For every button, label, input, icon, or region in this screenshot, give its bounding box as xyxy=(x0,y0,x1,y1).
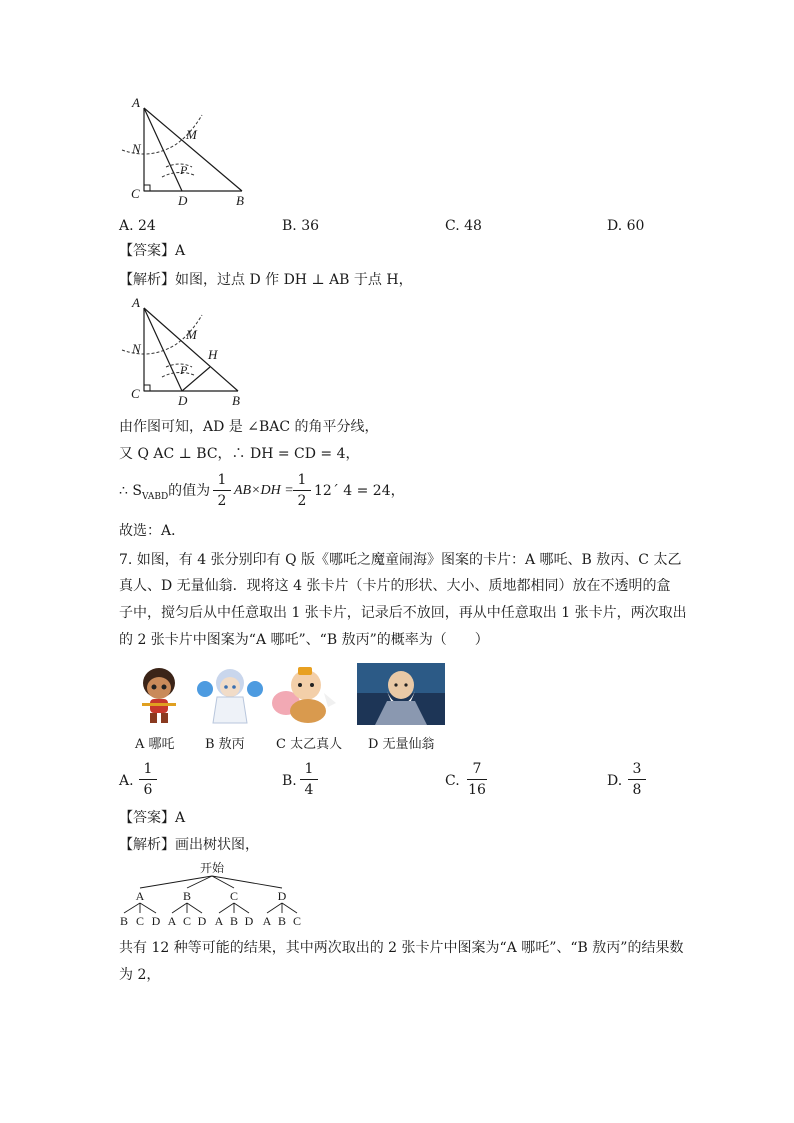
tree-leaf: D xyxy=(151,914,161,928)
q7-line-4: 的 2 张卡片中图案为“A 哪吒”、“B 敖丙”的概率为（ ） xyxy=(119,632,489,648)
q7-line-1: 7. 如图，有 4 张分别印有 Q 版《哪吒之魔童闹海》图案的卡片：A 哪吒、B 敖丙、C 太乙 xyxy=(119,552,682,568)
fraction-half-2 xyxy=(291,471,313,510)
card-image-taiyi xyxy=(266,663,340,725)
label-M: M xyxy=(186,327,197,342)
tree-leaf: C xyxy=(135,914,145,928)
q6-expr-1: AB×DH = xyxy=(234,483,294,498)
q6-option-a: A. 24 xyxy=(119,218,156,234)
q6-line-2: 又 Q AC ⊥ BC，∴ DH = CD = 4， xyxy=(119,446,360,462)
geometry-figure-2 xyxy=(110,295,270,410)
label-P: P xyxy=(180,363,188,377)
tree-leaf: C xyxy=(182,914,192,928)
q7-option-a: A. xyxy=(119,773,134,789)
q7-result-2: 为 2， xyxy=(119,967,161,983)
area-symbol: ∴ S xyxy=(119,483,142,499)
label-A: A xyxy=(132,295,140,310)
fraction-numerator: 1 xyxy=(217,472,227,488)
q6-option-b: B. 36 xyxy=(282,218,320,234)
tree-leaf: A xyxy=(262,914,272,928)
tree-diagram xyxy=(112,858,312,930)
label-N: N xyxy=(132,141,141,156)
q7-option-a-fraction xyxy=(137,760,159,799)
area-subscript: VABD xyxy=(141,491,169,502)
q7-line-3: 子中，搅匀后从中任意取出 1 张卡片，记录后不放回，再从中任意取出 1 张卡片，两次取出 xyxy=(119,605,687,621)
fraction-denominator: 6 xyxy=(143,782,153,798)
tree-node-a: A xyxy=(135,889,145,903)
q7-option-c-fraction xyxy=(465,760,489,799)
tree-leaf: D xyxy=(197,914,207,928)
q7-line-2: 真人、D 无量仙翁．现将这 4 张卡片（卡片的形状、大小、质地都相同）放在不透明的盒 xyxy=(119,578,671,594)
card-caption-a: A 哪吒 xyxy=(135,737,175,752)
q7-option-b-fraction xyxy=(298,760,320,799)
label-D: D xyxy=(178,193,188,208)
fraction-denominator: 8 xyxy=(632,782,642,798)
geometry-figure-1 xyxy=(110,95,270,210)
fraction-numerator: 1 xyxy=(297,472,307,488)
label-M: M xyxy=(186,127,197,142)
tree-leaf: A xyxy=(167,914,177,928)
label-C: C xyxy=(131,386,140,401)
tree-leaf: B xyxy=(119,914,129,928)
label-N: N xyxy=(132,341,141,356)
tree-leaf: B xyxy=(277,914,287,928)
label-C: C xyxy=(131,186,140,201)
q6-line-3 xyxy=(119,481,210,507)
tree-leaf: D xyxy=(244,914,254,928)
card-caption-c: C 太乙真人 xyxy=(276,737,343,752)
card-image-nezha xyxy=(122,663,196,725)
tree-node-b: B xyxy=(182,889,192,903)
q7-option-c: C. xyxy=(445,773,460,789)
q6-line-1: 由作图可知，AD 是 ∠BAC 的角平分线， xyxy=(119,419,379,435)
label-A: A xyxy=(132,95,140,110)
q7-option-d-fraction xyxy=(626,760,648,799)
q6-answer: 【答案】A xyxy=(119,243,186,259)
card-image-aobing xyxy=(193,663,267,725)
tree-node-c: C xyxy=(229,889,239,903)
tree-root: 开始 xyxy=(199,861,225,875)
fraction-numerator: 1 xyxy=(304,761,314,777)
q6-analysis-intro: 【解析】如图，过点 D 作 DH ⊥ AB 于点 H， xyxy=(119,272,413,288)
q7-option-b: B. xyxy=(282,773,297,789)
q6-option-d: D. 60 xyxy=(607,218,645,234)
fraction-numerator: 1 xyxy=(143,761,153,777)
label-B: B xyxy=(236,193,244,208)
tree-leaf: B xyxy=(229,914,239,928)
card-image-wuliang xyxy=(357,663,445,725)
label-P: P xyxy=(180,163,188,177)
label-H: H xyxy=(208,347,218,362)
q7-result-1: 共有 12 种等可能的结果，其中两次取出的 2 张卡片中图案为“A 哪吒”、“B 敖丙”的结果数 xyxy=(119,940,684,956)
label-D: D xyxy=(178,393,188,408)
fraction-denominator: 2 xyxy=(217,493,227,509)
fraction-half-1 xyxy=(211,471,233,510)
tree-leaf: A xyxy=(214,914,224,928)
fraction-numerator: 3 xyxy=(632,761,642,777)
tree-node-d: D xyxy=(277,889,287,903)
fraction-denominator: 2 xyxy=(297,493,307,509)
q7-answer: 【答案】A xyxy=(119,810,186,826)
label-B: B xyxy=(232,393,240,408)
q6-option-c: C. 48 xyxy=(445,218,482,234)
fraction-denominator: 4 xyxy=(304,782,314,798)
q6-choose: 故选：A． xyxy=(119,523,186,539)
tree-leaf: C xyxy=(292,914,302,928)
area-label: 的值为 xyxy=(168,483,211,499)
fraction-numerator: 7 xyxy=(472,761,482,777)
q6-expr-2: 12´ 4 = 24， xyxy=(314,483,405,499)
card-caption-b: B 敖丙 xyxy=(205,737,245,752)
q7-option-d: D. xyxy=(607,773,623,789)
fraction-denominator: 16 xyxy=(468,782,486,798)
card-caption-d: D 无量仙翁 xyxy=(368,737,435,752)
q7-analysis-intro: 【解析】画出树状图， xyxy=(119,837,259,853)
